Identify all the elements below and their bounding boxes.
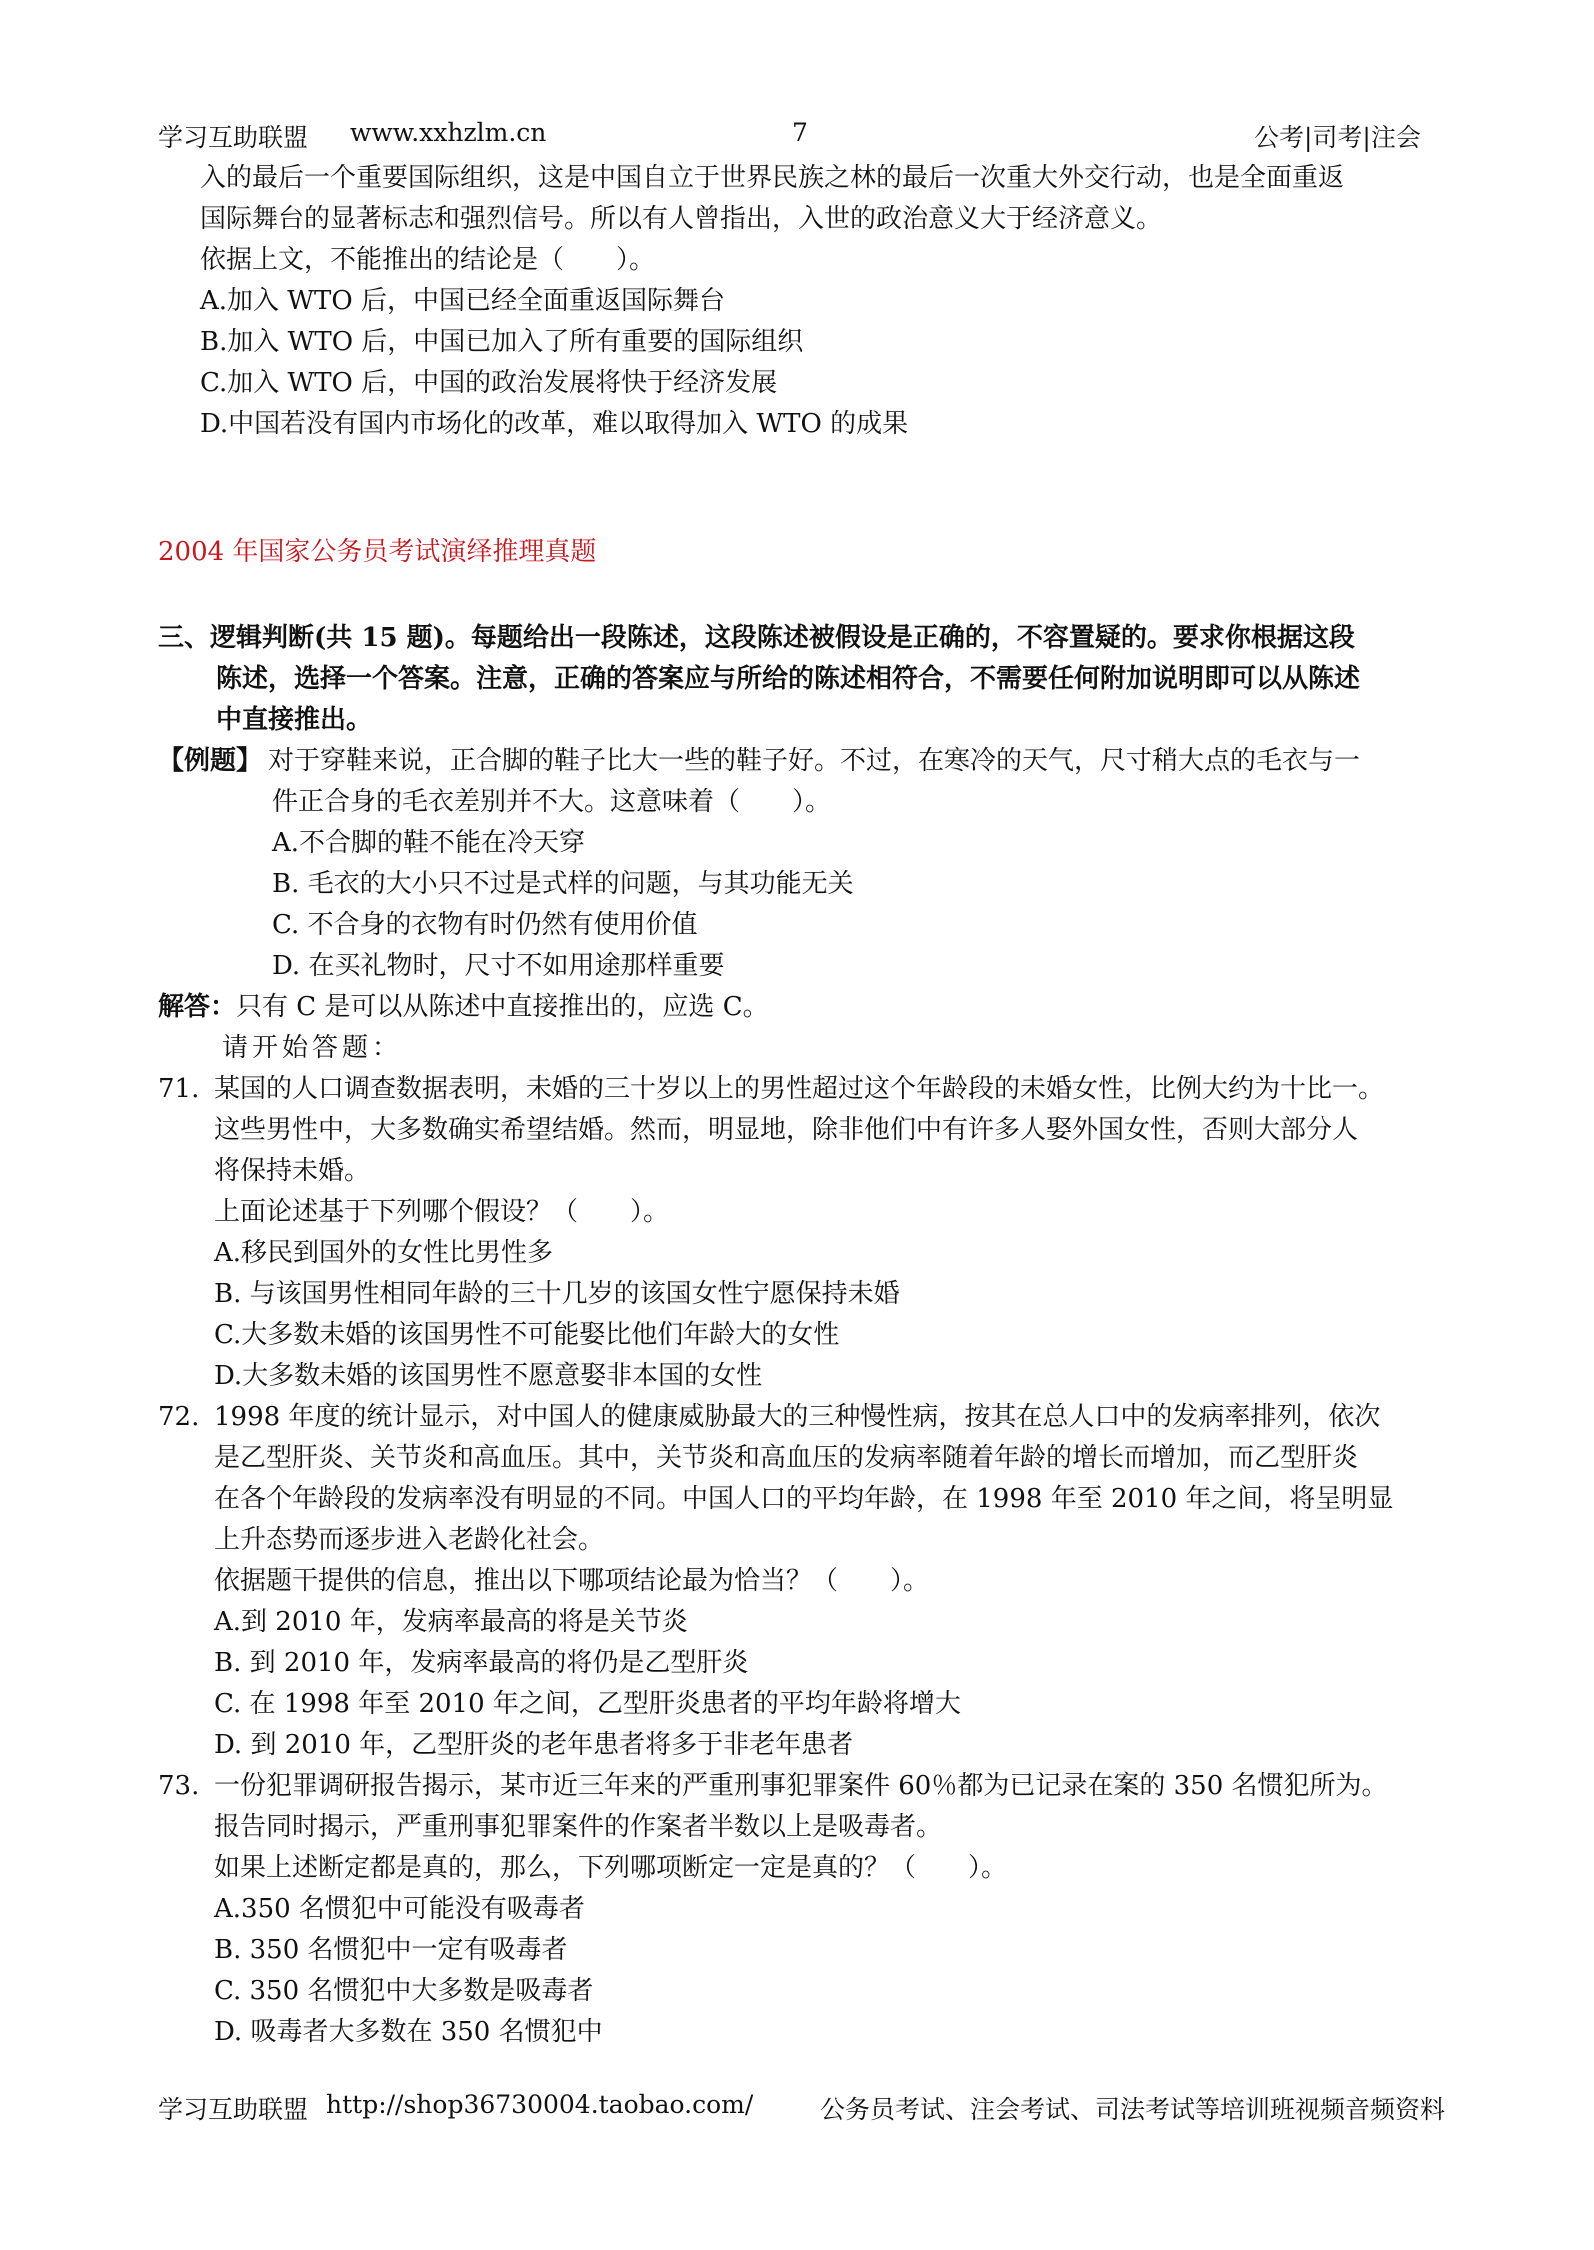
question-stem-line: 某国的人口调查数据表明，未婚的三十岁以上的男性超过这个年龄段的未婚女性，比例大约为十比一。 <box>214 1074 1385 1104</box>
answer-text: 只有 C 是可以从陈述中直接推出的，应选 C。 <box>236 992 769 1022</box>
example-option-d: D. 在买礼物时，尺寸不如用途那样重要 <box>272 951 725 981</box>
intro-question: 依据上文，不能推出的结论是（ ）。 <box>200 245 656 275</box>
question-prompt: 依据题干提供的信息，推出以下哪项结论最为恰当？（ ）。 <box>214 1566 930 1596</box>
question-stem-line: 报告同时揭示，严重刑事犯罪案件的作案者半数以上是吸毒者。 <box>214 1812 943 1842</box>
option-b: B. 到 2010 年，发病率最高的将仍是乙型肝炎 <box>214 1648 749 1678</box>
intro-option-d: D.中国若没有国内市场化的改革，难以取得加入 WTO 的成果 <box>200 409 909 439</box>
header-category: 公考|司考|注会 <box>1254 123 1421 152</box>
option-d: D. 到 2010 年，乙型肝炎的老年患者将多于非老年患者 <box>214 1730 854 1760</box>
section-title: 2004 年国家公务员考试演绎推理真题 <box>158 537 597 567</box>
question-number: 72. <box>158 1402 200 1432</box>
footer-url[interactable]: http://shop36730004.taobao.com/ <box>326 2090 754 2119</box>
instruction-line: 陈述，选择一个答案。注意，正确的答案应与所给的陈述相符合，不需要任何附加说明即可以从陈述 <box>216 664 1361 694</box>
question-stem-line: 上升态势而逐步进入老龄化社会。 <box>214 1525 605 1555</box>
question-number: 71. <box>158 1074 200 1104</box>
question-stem-line: 一份犯罪调研报告揭示，某市近三年来的严重刑事犯罪案件 60％都为已记录在案的 350 名惯犯所为。 <box>214 1771 1388 1801</box>
intro-line: 国际舞台的显著标志和强烈信号。所以有人曾指出，入世的政治意义大于经济意义。 <box>200 204 1163 234</box>
instruction-line: 中直接推出。 <box>216 705 373 735</box>
example-label: 【例题】 <box>158 746 263 776</box>
example-line: 对于穿鞋来说，正合脚的鞋子比大一些的鞋子好。不过，在寒冷的天气，尺寸稍大点的毛衣与一 <box>268 746 1361 776</box>
header-url[interactable]: www.xxhzlm.cn <box>350 118 547 147</box>
question-stem-line: 1998 年度的统计显示，对中国人的健康威胁最大的三种慢性病，按其在总人口中的发病率排列，依次 <box>214 1402 1381 1432</box>
option-b: B. 与该国男性相同年龄的三十几岁的该国女性宁愿保持未婚 <box>214 1279 900 1309</box>
option-a: A.移民到国外的女性比男性多 <box>214 1238 554 1268</box>
page-number: 7 <box>792 118 808 147</box>
option-a: A.350 名惯犯中可能没有吸毒者 <box>214 1894 585 1924</box>
question-stem-line: 这些男性中，大多数确实希望结婚。然而，明显地，除非他们中有许多人娶外国女性，否则大部分人 <box>214 1115 1359 1145</box>
question-stem-line: 是乙型肝炎、关节炎和高血压。其中，关节炎和高血压的发病率随着年龄的增长而增加，而乙型肝炎 <box>214 1443 1359 1473</box>
answer-label: 解答： <box>158 992 237 1022</box>
option-b: B. 350 名惯犯中一定有吸毒者 <box>214 1935 568 1965</box>
question-stem-line: 在各个年龄段的发病率没有明显的不同。中国人口的平均年龄，在 1998 年至 2010 年之间，将呈明显 <box>214 1484 1394 1514</box>
option-c: C. 在 1998 年至 2010 年之间，乙型肝炎患者的平均年龄将增大 <box>214 1689 961 1719</box>
example-option-a: A.不合脚的鞋不能在冷天穿 <box>272 828 586 858</box>
intro-option-a: A.加入 WTO 后，中国已经全面重返国际舞台 <box>200 286 725 316</box>
start-prompt: 请开始答题： <box>222 1033 403 1063</box>
question-prompt: 如果上述断定都是真的，那么，下列哪项断定一定是真的？（ ）。 <box>214 1853 1008 1883</box>
option-c: C. 350 名惯犯中大多数是吸毒者 <box>214 1976 594 2006</box>
footer-site-name: 学习互助联盟 <box>158 2095 309 2124</box>
header-site-name: 学习互助联盟 <box>158 123 309 152</box>
option-a: A.到 2010 年，发病率最高的将是关节炎 <box>214 1607 688 1637</box>
question-stem-line: 将保持未婚。 <box>214 1156 371 1186</box>
instruction-line: 三、逻辑判断(共 15 题)。每题给出一段陈述，这段陈述被假设是正确的，不容置疑的。要求你根据这段 <box>158 623 1355 653</box>
option-d: D.大多数未婚的该国男性不愿意娶非本国的女性 <box>214 1361 763 1391</box>
question-prompt: 上面论述基于下列哪个假设？（ ）。 <box>214 1197 670 1227</box>
example-line: 件正合身的毛衣差别并不大。这意味着（ ）。 <box>272 787 832 817</box>
option-c: C.大多数未婚的该国男性不可能娶比他们年龄大的女性 <box>214 1320 840 1350</box>
intro-line: 入的最后一个重要国际组织，这是中国自立于世界民族之林的最后一次重大外交行动，也是全面重返 <box>200 163 1345 193</box>
option-d: D. 吸毒者大多数在 350 名惯犯中 <box>214 2017 603 2047</box>
example-option-b: B. 毛衣的大小只不过是式样的问题，与其功能无关 <box>272 869 854 899</box>
question-number: 73. <box>158 1771 200 1801</box>
intro-option-b: B.加入 WTO 后，中国已加入了所有重要的国际组织 <box>200 327 804 357</box>
example-option-c: C. 不合身的衣物有时仍然有使用价值 <box>272 910 698 940</box>
intro-option-c: C.加入 WTO 后，中国的政治发展将快于经济发展 <box>200 368 778 398</box>
footer-description: 公务员考试、注会考试、司法考试等培训班视频音频资料 <box>820 2095 1446 2124</box>
